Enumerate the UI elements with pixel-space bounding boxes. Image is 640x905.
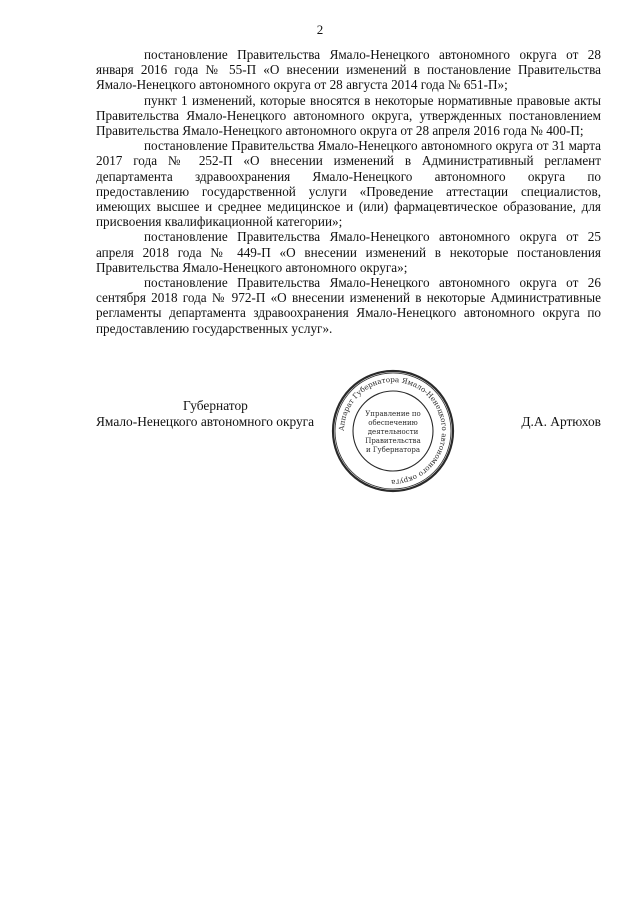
official-seal-stamp <box>330 368 456 494</box>
stamp-center-line-1: Управление по <box>365 410 421 418</box>
paragraph-4: постановление Правительства Ямало-Ненецкого автономного округа от 25 апреля 2018 года № 449-П «О внесении изменений в некоторые постановления Правительства Ямало-Ненецкого автономного округа»; <box>96 229 601 275</box>
signatory-region: Ямало-Ненецкого автономного округа <box>96 414 315 429</box>
signatory-name: Д.А. Артюхов <box>521 414 601 429</box>
paragraph-2: пункт 1 изменений, которые вносятся в некоторые нормативные правовые акты Правительства Ямало-Ненецкого автономного округа, утвержденных постановлением Правительства Ямало-Ненецкого автономного округа от 28 апреля 2016 года № 400-П; <box>96 92 601 139</box>
stamp-center-line-3: деятельности <box>367 428 419 436</box>
signatory-title: Губернатор <box>183 398 248 413</box>
stamp-center-line-4: Правительства <box>365 437 421 445</box>
stamp-center-line-5: и Губернатора <box>365 446 421 454</box>
document-body <box>96 47 601 336</box>
stamp-ring-text: Аппарат Губернатора Ямало-Ненецкого автономного округа <box>336 374 450 488</box>
paragraph-3: постановление Правительства Ямало-Ненецкого автономного округа от 31 марта 2017 года № 252-П «О внесении изменений в Административный регламент департамента здравоохранения Ямало-Ненецкого автономного округа по предоставлению государственной услуги «Проведение аттестации специалистов, имеющих высшее и среднее медицинское и (или) фармацевтическое образование, для присвоения квалификационной категории»; <box>96 138 601 230</box>
paragraph-5: постановление Правительства Ямало-Ненецкого автономного округа от 26 сентября 2018 года № 972-П «О внесении изменений в некоторые Административные регламенты департамента здравоохранения Ямало-Ненецкого автономного округа по предоставлению государственных услуг». <box>96 275 601 336</box>
paragraph-1: постановление Правительства Ямало-Ненецкого автономного округа от 28 января 2016 года № 55-П «О внесении изменений в постановление Правительства Ямало-Ненецкого автономного округа от 28 августа 2014 года № 651-П»; <box>96 47 601 93</box>
stamp-center-line-2: обеспечению <box>368 419 418 427</box>
page-number: 2 <box>316 22 324 37</box>
